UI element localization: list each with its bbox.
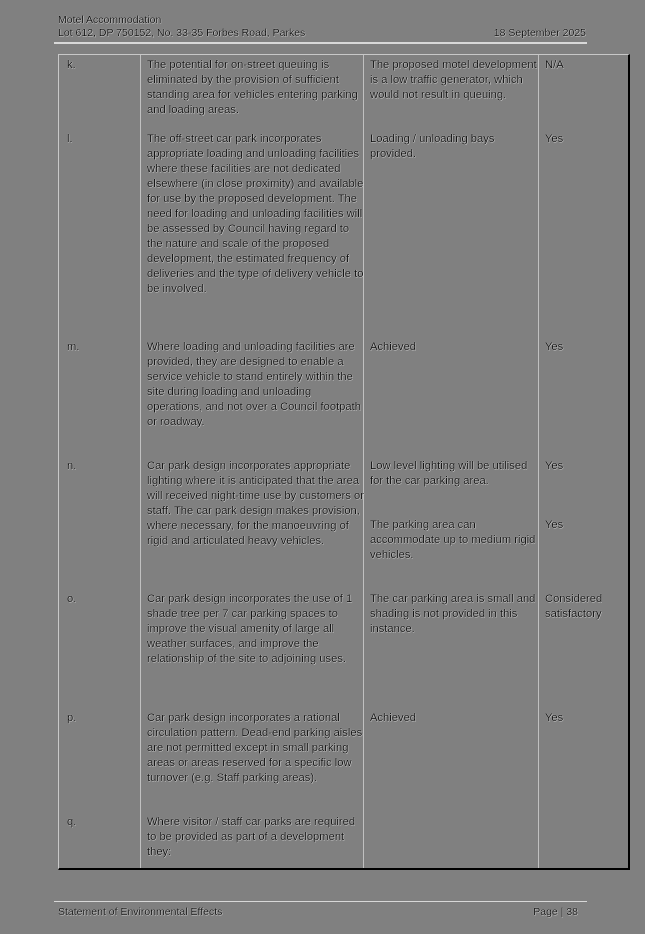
row-id: q. <box>67 816 77 828</box>
row-id: k. <box>67 59 76 71</box>
row-id: p. <box>67 712 77 724</box>
row-id: n. <box>67 460 77 472</box>
row-response: Achieved <box>370 712 417 724</box>
row-id: o. <box>67 593 77 605</box>
row-compliance: N/A <box>545 59 564 71</box>
compliance-table <box>58 54 630 870</box>
row-response: Low level lighting will be utilised for the car parking area. <box>370 460 528 487</box>
footer-divider <box>54 901 587 902</box>
row-requirement: Car park design incorporates appropriate lighting where it is anticipated that the area will received night-time use by customers or staff. The car park design makes provision, where necessary, for the manoeuvring of rigid and articulated heavy vehicles. <box>147 460 364 547</box>
row-requirement: Car park design incorporates a rational circulation pattern. Dead-end parking aisles are not permitted except in small parking areas or areas reserved for a specific low turnover (e.g. Staff parking areas). <box>147 712 363 784</box>
row-id: l. <box>67 133 73 145</box>
column-divider <box>140 55 141 868</box>
row-compliance: Considered satisfactory <box>545 593 603 620</box>
row-response: The car parking area is small and shading is not provided in this instance. <box>370 593 536 635</box>
row-compliance: Yes <box>545 460 564 472</box>
row-requirement: The potential for on-street queuing is eliminated by the provision of sufficient standing area for vehicles entering parking and loading areas. <box>147 59 358 116</box>
row-requirement: Car park design incorporates the use of 1 shade tree per 7 car parking spaces to improve the visual amenity of large all weather surfaces, and improve the relationship of the site to adjoining uses. <box>147 593 353 665</box>
header-address: Lot 612, DP 750152, No. 33-35 Forbes Road, Parkes <box>58 27 306 39</box>
row-response: The parking area can accommodate up to medium rigid vehicles. <box>370 519 536 561</box>
page-number: Page | 38 <box>533 906 578 918</box>
row-response: The proposed motel development is a low traffic generator, which would not result in queuing. <box>370 59 537 101</box>
row-response: Loading / unloading bays provided. <box>370 133 495 160</box>
row-requirement: Where loading and unloading facilities are provided, they are designed to enable a service vehicle to stand entirely within the site during loading and unloading operations, and not over a Council footpath or roadway. <box>147 341 361 428</box>
row-response: Achieved <box>370 341 417 353</box>
row-compliance: Yes <box>545 712 564 724</box>
header-date: 18 September 2025 <box>493 27 586 39</box>
page-footer <box>58 906 578 919</box>
header-title: Motel Accommodation <box>58 14 162 26</box>
row-id: m. <box>67 341 80 353</box>
row-compliance: Yes <box>545 519 564 531</box>
row-compliance: Yes <box>545 133 564 145</box>
header-divider <box>54 42 587 44</box>
row-compliance: Yes <box>545 341 564 353</box>
row-requirement: Where visitor / staff car parks are required to be provided as part of a development they: <box>147 816 356 858</box>
row-requirement: The off-street car park incorporates appropriate loading and unloading facilities where these facilities are not dedicated elsewhere (in close proximity) and available for use by the proposed development. The need for loading and unloading facilities will be assessed by Council having regard to the nature and scale of the proposed development, the estimated frequency of deliveries and the type of delivery vehicle to be involved. <box>147 133 364 295</box>
footer-doc-title: Statement of Environmental Effects <box>58 906 223 918</box>
page-header <box>58 14 586 40</box>
